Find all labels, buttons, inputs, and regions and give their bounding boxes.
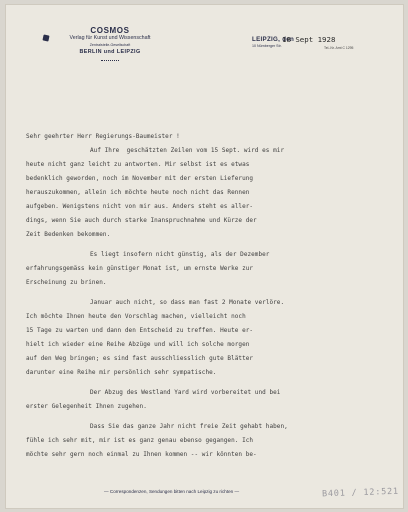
body-line: Es liegt insofern nicht günstig, als der Dezember (90, 251, 270, 258)
body-line: Ich möchte Ihnen heute den Vorschlag machen, vielleicht noch (26, 313, 246, 320)
archive-stamp: B401 / 12:521 (321, 486, 400, 500)
letter-body (26, 133, 288, 458)
place-city: LEIPZIG, den (252, 36, 295, 43)
footer-note: — Correspondenzen, Sendungen bitten nach Leipzig zu richten — (104, 489, 240, 494)
body-line: fühle ich sehr mit, mir ist es ganz genau ebenso gegangen. Ich (26, 437, 254, 444)
letterhead-mark (42, 34, 49, 41)
body-line: Der Abzug des Westland Yard wird vorbereitet und bei (90, 389, 281, 396)
body-line: darunter eine Reihe mir persönlich sehr sympatische. (26, 369, 217, 376)
body-line: hielt ich wieder eine Reihe Abzüge und will ich solche morgen (26, 341, 250, 348)
letterhead (50, 27, 170, 61)
body-line: auf den Weg bringen; es sind fast ausschliesslich gute Blätter (26, 355, 254, 362)
letterhead-title: COSMOS (90, 26, 130, 35)
reference-number: Tel.-Nr. Amt C 1295 (324, 46, 354, 50)
letterhead-subtitle: Verlag für Kunst und Wissenschaft (69, 35, 151, 41)
letterhead-rule (101, 59, 119, 61)
body-line: Dass Sie das ganze Jahr nicht freie Zeit gehabt haben, (90, 423, 288, 430)
body-line: heute nicht ganz leicht zu antworten. Mir selbst ist es etwas (26, 161, 250, 168)
body-line: Zeit Bedenken bekommen. (26, 231, 111, 238)
body-line: Januar auch nicht, so dass man fast 2 Monate verlöre. (90, 299, 285, 306)
body-line: erster Gelegenheit Ihnen zugehen. (26, 403, 147, 410)
letter-sheet (5, 4, 404, 509)
body-line: erfahrungsgemäss kein günstiger Monat ist, um ernste Werke zur (26, 265, 254, 272)
place-street: 10 Nürnberger Str. (252, 44, 282, 48)
body-line: dings, wenn Sie auch durch starke Inanspruchnahme und Kürze der (26, 217, 257, 224)
body-line: aufgeben. Wenigstens nicht von mir aus. Anders steht es aller- (26, 203, 254, 210)
body-line: 15 Tage zu warten und dann den Entscheid zu treffen. Heute er- (26, 327, 254, 334)
letter-date: 18 Sept 1928 (282, 35, 336, 44)
body-line: möchte sehr gern noch einmal zu Ihnen kommen -- wir könnten be- (26, 451, 257, 458)
salutation: Sehr geehrter Herr Regierungs-Baumeister ! (26, 133, 180, 140)
body-line: Auf Ihre geschätzten Zeilen vom 15 Sept. wird es mir (90, 147, 285, 154)
body-line: Erscheinung zu brinen. (26, 279, 107, 286)
body-line: bedenklich geworden, noch im November mit der ersten Lieferung (26, 175, 254, 182)
letterhead-cities: BERLIN und LEIPZIG (79, 48, 141, 55)
body-line: herauszukommen, allein ich möchte heute noch nicht das Rennen (26, 189, 250, 196)
letterhead-company: Zentralstelle-Gesellschaft (89, 43, 131, 48)
